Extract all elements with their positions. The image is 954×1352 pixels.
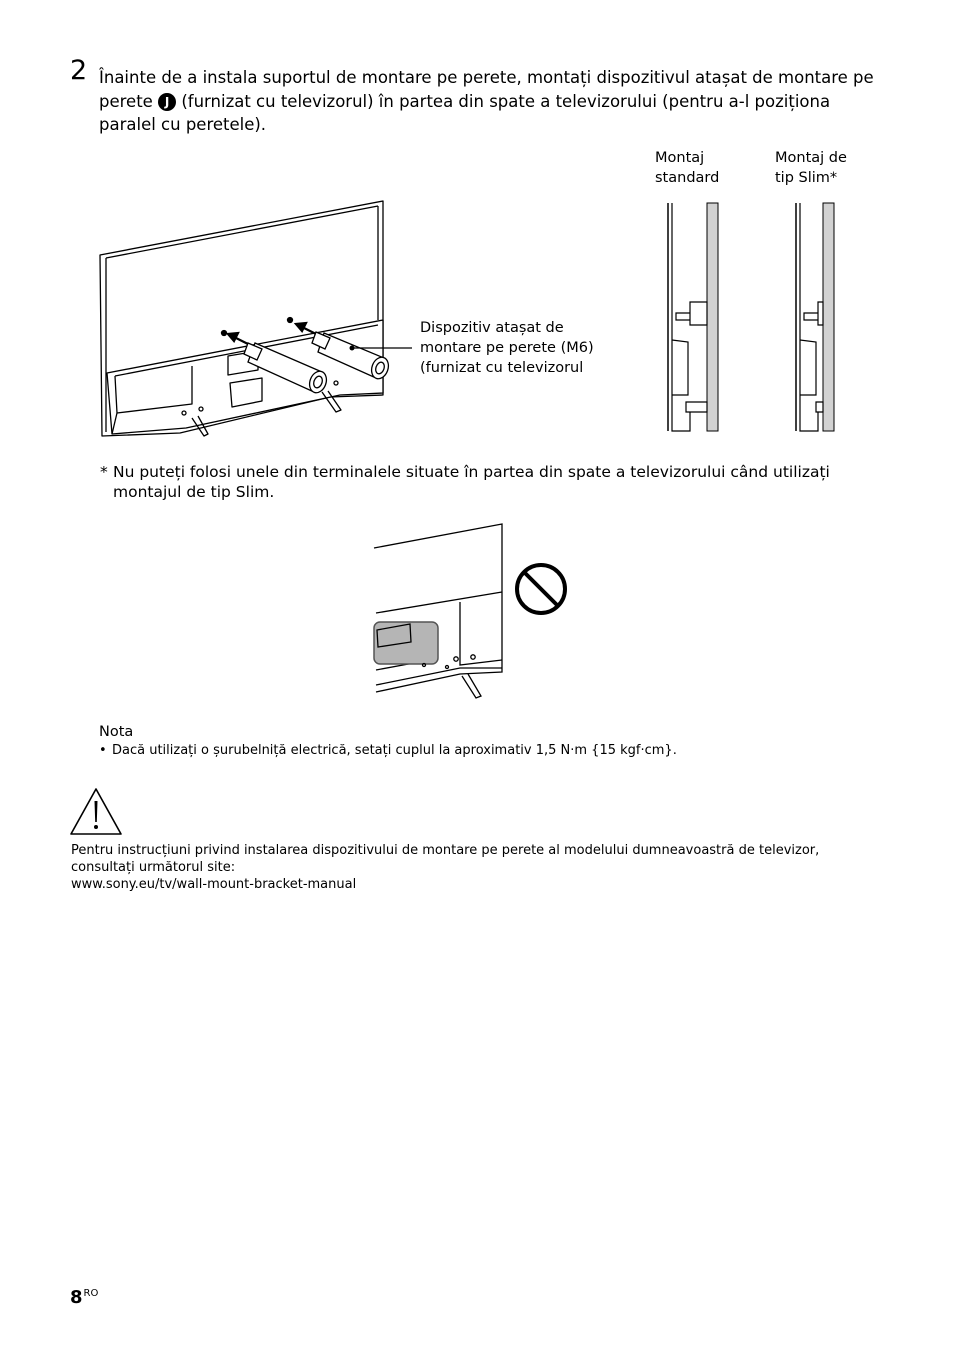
step-text-part1: Înainte de a instala suportul de montare pe perete, montați dispozitivul atașat de montare pe perete bbox=[99, 68, 874, 111]
callout-line: montare pe perete (M6) bbox=[420, 340, 594, 356]
page-language: RO bbox=[83, 1288, 99, 1299]
note-bullet: • bbox=[99, 743, 107, 758]
standard-mount-side-view bbox=[668, 203, 718, 431]
no-symbol-icon bbox=[517, 565, 565, 613]
info-url-link[interactable]: www.sony.eu/tv/wall-mount-bracket-manual bbox=[71, 877, 357, 892]
slim-mount-label bbox=[775, 148, 847, 188]
part-j-badge: J bbox=[158, 93, 176, 111]
standard-label-line: Montaj bbox=[655, 150, 705, 166]
standard-label-line: standard bbox=[655, 170, 720, 186]
standard-mount-label bbox=[655, 148, 719, 188]
page-number-value: 8 bbox=[70, 1287, 83, 1308]
terminals-blocked-illustration bbox=[374, 524, 502, 698]
slim-label-line: tip Slim* bbox=[775, 170, 838, 186]
warning-triangle-icon bbox=[71, 789, 121, 834]
step-text-part2: (furnizat cu televizorul) în partea din spate a televizorului (pentru a-l poziționa paralel cu peretele). bbox=[99, 91, 831, 134]
wall-mount-attachment-callout bbox=[420, 318, 594, 378]
callout-line: (furnizat cu televizorul bbox=[420, 360, 584, 376]
info-block bbox=[71, 842, 871, 893]
note-title: Nota bbox=[99, 724, 134, 740]
slim-mount-side-view bbox=[796, 203, 834, 431]
footnote-mark: * bbox=[100, 463, 108, 481]
info-line: Pentru instrucțiuni privind instalarea dispozitivului de montare pe perete al modelului dumneavoastră de televizor, bbox=[71, 843, 820, 858]
page-number bbox=[70, 1284, 98, 1308]
callout-line: Dispozitiv atașat de bbox=[420, 320, 564, 336]
slim-label-line: Montaj de bbox=[775, 150, 847, 166]
footnote-text: Nu puteți folosi unele din terminalele situate în partea din spate a televizorului când utilizați montajul de tip Slim. bbox=[113, 463, 830, 501]
info-line: consultați următorul site: bbox=[71, 860, 236, 875]
note-item: Dacă utilizați o șurubelniță electrică, setați cuplul la aproximativ 1,5 N·m {15 kgf·cm}. bbox=[112, 743, 677, 758]
step-number: 2 bbox=[70, 55, 88, 86]
